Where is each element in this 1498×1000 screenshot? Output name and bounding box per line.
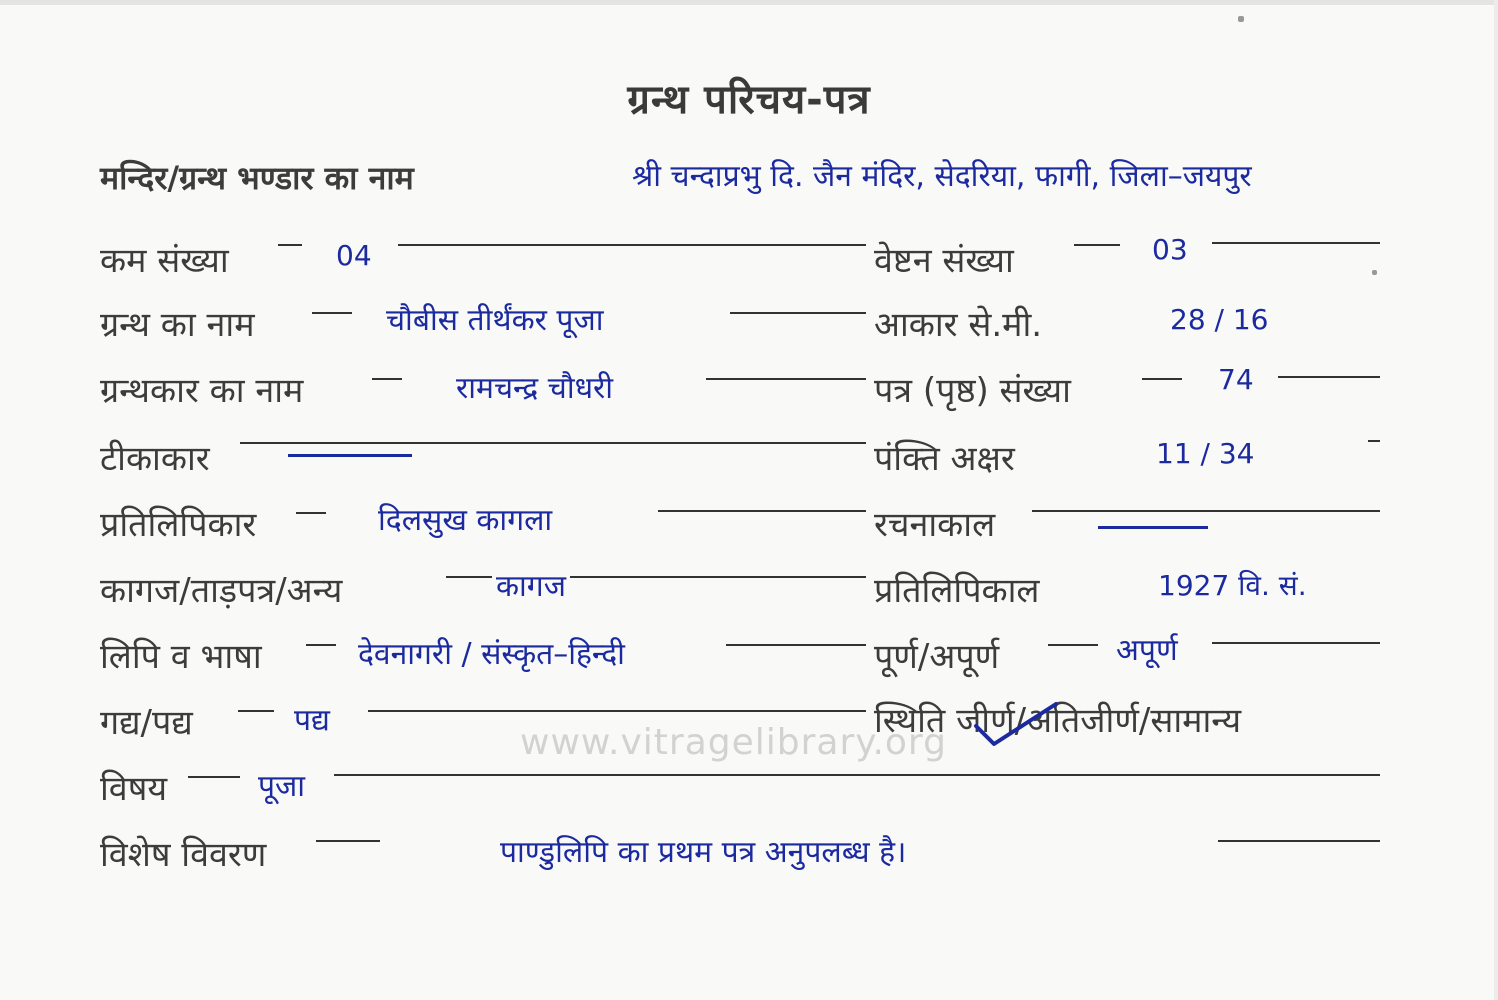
copy-period-label: प्रतिलिपिकाल — [874, 571, 1040, 611]
commentator-label: टीकाकार — [100, 439, 210, 479]
temple-label: मन्दिर/ग्रन्थ भण्डार का नाम — [100, 159, 414, 197]
fill-line — [1278, 376, 1380, 378]
author-label: ग्रन्थकार का नाम — [100, 371, 304, 411]
dust-speck — [1372, 270, 1377, 275]
fill-line — [726, 644, 866, 646]
book-name-value: चौबीस तीर्थंकर पूजा — [386, 303, 604, 338]
copyist-value: दिलसुख कागला — [378, 503, 553, 538]
watermark: www.vitragelibrary.org — [520, 722, 947, 763]
serial-no-value: 04 — [336, 239, 372, 272]
scan-edge-right — [1494, 0, 1498, 1000]
fill-line — [278, 244, 302, 246]
book-name-label: ग्रन्थ का नाम — [100, 305, 255, 345]
wrapper-no-value: 03 — [1152, 233, 1188, 266]
fill-line — [316, 840, 380, 842]
serial-no-label: कम संख्या — [100, 241, 229, 281]
temple-value: श्री चन्दाप्रभु दि. जैन मंदिर, सेदरिया, फागी, जिला–जयपुर — [632, 159, 1252, 194]
script-language-label: लिपि व भाषा — [100, 637, 262, 677]
fill-line — [372, 378, 402, 380]
copyist-label: प्रतिलिपिकार — [100, 505, 257, 545]
fill-line — [1212, 242, 1380, 244]
ink-dash — [288, 454, 412, 457]
subject-value: पूजा — [258, 769, 306, 804]
remarks-label: विशेष विवरण — [100, 835, 267, 875]
pages-label: पत्र (पृष्ठ) संख्या — [874, 371, 1071, 411]
composition-period-label: रचनाकाल — [874, 505, 996, 545]
ink-dash — [1098, 526, 1208, 529]
wrapper-no-label: वेष्टन संख्या — [874, 241, 1014, 281]
fill-line — [188, 776, 240, 778]
prose-verse-value: पद्य — [294, 703, 330, 738]
fill-line — [1212, 642, 1380, 644]
fill-line — [368, 710, 866, 712]
fill-line — [1368, 440, 1380, 442]
line-letters-label: पंक्ति अक्षर — [874, 439, 1015, 479]
fill-line — [398, 244, 866, 246]
fill-line — [1048, 644, 1098, 646]
fill-line — [1074, 244, 1120, 246]
fill-line — [306, 644, 336, 646]
scan-edge-top — [0, 0, 1498, 5]
dust-speck — [1238, 16, 1244, 22]
line-letters-value: 11 / 34 — [1156, 437, 1255, 470]
fill-line — [334, 774, 1380, 776]
fill-line — [1032, 510, 1380, 512]
fill-line — [1142, 378, 1182, 380]
subject-label: विषय — [100, 769, 168, 809]
condition-label: स्थिति जीर्ण/अतिजीर्ण/सामान्य — [874, 701, 1242, 741]
pages-value: 74 — [1218, 363, 1254, 396]
complete-label: पूर्ण/अपूर्ण — [874, 637, 1000, 677]
page-title: ग्रन्थ परिचय-पत्र — [627, 77, 871, 123]
prose-verse-label: गद्य/पद्य — [100, 703, 193, 743]
remarks-value: पाण्डुलिपि का प्रथम पत्र अनुपलब्ध है। — [500, 835, 907, 870]
fill-line — [1218, 840, 1380, 842]
author-value: रामचन्द्र चौधरी — [456, 371, 614, 406]
fill-line — [312, 312, 352, 314]
fill-line — [296, 512, 326, 514]
material-value: कागज — [492, 572, 570, 602]
fill-line — [730, 312, 866, 314]
complete-value: अपूर्ण — [1116, 633, 1178, 668]
copy-period-value: 1927 वि. सं. — [1158, 569, 1307, 602]
material-label: कागज/ताड़पत्र/अन्य — [100, 571, 343, 611]
fill-line — [706, 378, 866, 380]
fill-line — [238, 710, 274, 712]
checkmark-icon — [972, 700, 1062, 750]
size-value: 28 / 16 — [1170, 303, 1269, 336]
script-language-value: देवनागरी / संस्कृत–हिन्दी — [358, 637, 625, 672]
size-label: आकार से.मी. — [874, 305, 1043, 345]
fill-line — [658, 510, 866, 512]
fill-line — [240, 442, 866, 444]
